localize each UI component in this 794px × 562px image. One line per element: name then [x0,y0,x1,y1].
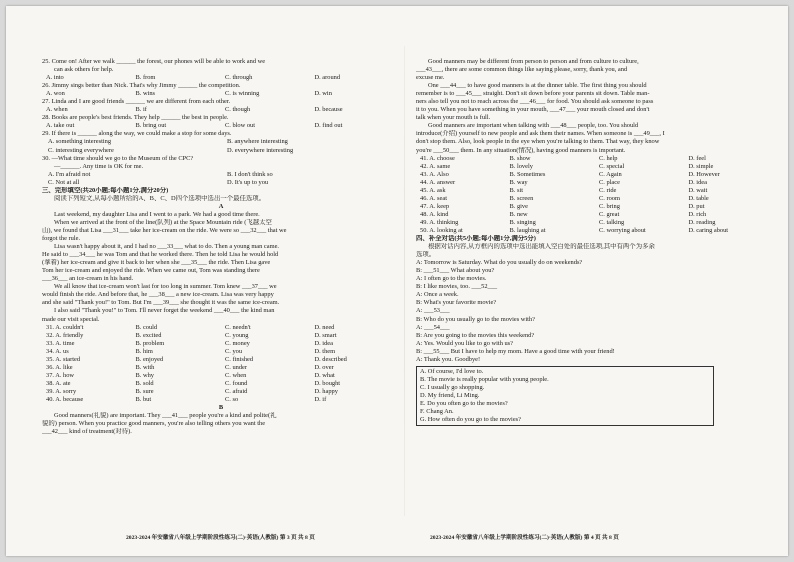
answer-option: B. sit [509,186,523,194]
answer-option: B. I don't think so [227,170,273,178]
answer-option: C. great [599,210,620,218]
answer-option: C. so [225,395,239,403]
text-line: ners also tell you not to reach across the ___46___ for food. You should ask someone to pass [416,98,654,106]
options-row [42,324,400,332]
options-row [42,171,400,179]
answer-option: B. why [135,371,154,379]
dialogue-option: G. How often do you go to the movies? [420,416,521,424]
text-line: would finish the ride. And before that, he ___38___ a new ice-cream. Lisa was very happy [42,291,274,299]
answer-option: D. find out [314,122,343,130]
options-row [42,356,400,364]
answer-option: D. win [314,90,332,98]
answer-option: C. you [225,347,243,355]
answer-option: B. screen [509,194,534,202]
text-line: B: What's your favorite movie? [416,299,497,307]
page-fold [404,46,405,516]
answer-option: 39. A. sorry [46,387,77,395]
answer-option: A. something interesting [48,138,112,146]
text-line: A: I often go to the movies. [416,275,487,283]
options-row [416,195,774,203]
answer-option: 37. A. how [46,371,75,379]
answer-option: 47. A. keep [420,202,450,210]
options-row [42,106,400,114]
answer-option: D. bought [314,379,341,387]
text-line: made our visit special. [42,315,100,323]
answer-option: D. smart [314,331,337,339]
dialogue-option: B. The movie is really popular with young people. [420,375,549,383]
answer-option: 38. A. ate [46,379,71,387]
answer-option: 35. A. started [46,355,81,363]
answer-option: D. because [314,106,343,114]
answer-option: B. show [509,154,531,162]
answer-option: A. when [46,106,68,114]
answer-option: D. caring about [688,226,729,234]
text-line: He said to ___34___ he was Tom and that he worked there. Then he told Lisa he would hold [42,251,279,259]
dialogue-option: A. Of course, I'd love to. [420,367,484,375]
text-line: A: Thank you. Goodbye! [416,355,481,363]
text-line: excuse me. [416,74,445,82]
answer-option: D. rich [688,210,707,218]
options-row [416,219,774,227]
text-line: 25. Come on! After we walk ______ the forest, our phones will be able to work and we [42,58,266,65]
text-line: ___36___ an ice-cream in his hand. [42,275,134,283]
text-line: A: ___54___ [416,323,450,331]
answer-option: 36. A. like [46,363,73,371]
text-line: 30. —What time should we go to the Museum of the CPC? [42,154,194,162]
options-row [42,332,400,340]
options-row [42,179,400,187]
left-page-column [42,58,400,436]
answer-option: B. lovely [509,162,533,170]
dialogue-option: C. I usually go shopping. [420,383,485,391]
text-line: 27. Linda and I are good friends ______ we are different from each other. [42,98,231,106]
text-line: B: ___51___ What about you? [416,267,495,275]
text-line: 貌的) person. When you practice good manners, you're also telling others you want the [42,420,266,428]
text-line: (拿着) her ice-cream and give it back to her when she ___35___ the ride. Then Lisa gave [42,259,271,267]
answer-option: D. if [314,395,327,403]
text-line: 四、补全对话(共5小题;每小题1分,满分5分) [416,235,536,243]
text-line: A: Yes. Would you like to go with us? [416,339,514,347]
answer-option: B. could [135,323,158,331]
text-line: can ask others for help. [54,66,114,74]
text-line: 26. Jimmy sings better than Nick. That's why Jimmy ______ the competition. [42,82,241,90]
answer-option: D. what [314,371,335,379]
answer-option: 50. A. looking at [420,226,463,234]
options-row [42,388,400,396]
answer-option: 49. A. thinking [420,218,459,226]
answer-option: B. give [509,202,528,210]
answer-option: C. blow out [225,122,256,130]
answer-option: C. under [225,363,248,371]
answer-option: C. finished [225,355,254,363]
text-line: Good manners may be different from person to person and from culture to culture, [428,58,639,65]
text-line: Good manners(礼貌) are important. They ___41___ people you're a kind and polite(礼 [54,412,277,420]
answer-option: C. found [225,379,248,387]
text-line: Good manners are important when talking with ___48___ people, too. You should [428,122,639,130]
dialogue-option: F. Chang An. [420,408,454,416]
answer-option: B. way [509,178,528,186]
options-row [42,348,400,356]
answer-option: C. talking [599,218,625,226]
answer-option: B. singing [509,218,536,226]
answer-option: C. ride [599,186,617,194]
answer-option: 43. A. Also [420,170,449,178]
text-line: 根据对话内容,从方框内的选项中选出能填入空白处的最佳选项,其中有两个为多余 [428,243,655,251]
answer-option: D. table [688,194,709,202]
text-line: Tom her ice-cream and enjoyed the ride. When we came out, Tom was standing there [42,267,260,275]
answer-option: 32. A. friendly [46,331,84,339]
answer-option: D. It's up to you [227,178,269,186]
answer-option: 40. A. because [46,395,84,403]
options-row [416,171,774,179]
text-line: 山), we found that Lisa ___31___ take her ice-cream on the ride. We were so ___32___ that we [42,226,287,234]
answer-option: B. anywhere interesting [227,138,288,146]
options-row [42,90,400,98]
answer-option: C. worrying about [599,226,646,234]
options-row [42,380,400,388]
answer-option: D. However [688,170,720,178]
answer-option: 41. A. choose [420,154,455,162]
answer-option: C. interesting everywhere [48,146,114,154]
answer-option: C. place [599,178,620,186]
answer-option: D. put [688,202,705,210]
answer-option: D. over [314,363,334,371]
answer-option: C. help [599,154,618,162]
answer-option: C. needn't [225,323,251,331]
left-page-footer: 2023-2024 年安徽省八年级上学期阶段性练习(二)·英语(人教版) 第 3 页 共 8 页 [126,535,315,541]
answer-option: D. idea [314,339,333,347]
options-row [416,179,774,187]
text-line: introduce(介绍) yourself to new people and ask them their names. When someone is ___49___, I [416,130,665,138]
text-line: B: Are you going to the movies this weekend? [416,331,535,339]
answer-option: B. sold [135,379,154,387]
options-row [42,147,400,155]
answer-option: C. money [225,339,250,347]
answer-option: 44. A. answer [420,178,456,186]
answer-option: B. enjoyed [135,355,164,363]
answer-option: A. into [46,74,64,82]
answer-option: D. everywhere interesting [227,146,294,154]
text-line: 选项。 [416,251,436,259]
answer-option: D. need [314,323,335,331]
text-line: I also said "Thank you!" to Tom. I'll never forget the weekend ___40___ the kind man [54,307,275,315]
answer-option: D. described [314,355,347,363]
answer-option: B. problem [135,339,165,347]
answer-option: 31. A. couldn't [46,323,84,331]
right-page-column [416,58,774,426]
text-line: B: ___55___ But I have to help my mom. Have a good time with your friend! [416,347,615,355]
options-row [42,122,400,130]
answer-option: C. young [225,331,249,339]
answer-option: 48. A. kind [420,210,449,218]
answer-option: C. special [599,162,625,170]
answer-option: A. take out [46,122,75,130]
answer-option: B. laughing at [509,226,546,234]
answer-option: B. with [135,363,155,371]
text-line: talk when your mouth is full. [416,114,491,122]
text-line: When we arrived at the front of the line(队列) at the Space Mountain ride (飞越太空 [54,218,272,226]
answer-option: 42. A. same [420,162,451,170]
answer-option: B. excited [135,331,162,339]
options-row [416,163,774,171]
answer-option: 33. A. time [46,339,75,347]
options-row [416,227,774,235]
options-row [42,340,400,348]
answer-option: D. happy [314,387,338,395]
text-line: 29. If there is ______ along the way, we could make a stop for some days. [42,130,232,138]
answer-option: 46. A. seat [420,194,447,202]
options-row [416,155,774,163]
answer-option: 45. A. ask [420,186,446,194]
answer-option: C. when [225,371,247,379]
answer-option: A. I'm afraid not [48,170,91,178]
text-line: A: Once a week. [416,291,459,299]
answer-option: B. Sometimes [509,170,546,178]
text-line: ___42___ kind of treatment(对待). [42,428,132,436]
answer-option: B. him [135,347,153,355]
text-line: don't stop them. Also, look people in the eye when you're talking to them. That way, they know [416,138,660,146]
text-line: ___43___, there are some common things like saying please, sorry, thank you, and [416,66,628,74]
text-line: B: I like movies, too. ___52___ [416,283,498,291]
answer-option: A. won [46,90,65,98]
options-row [42,138,400,146]
answer-option: B. bring out [135,122,167,130]
answer-option: C. room [599,194,620,202]
text-line: and she said "Thank you!" to Tom. But I'm ___39___ she thought it was the same ice-cream. [42,299,280,307]
answer-option: B. if [135,106,147,114]
right-page-footer: 2023-2024 年安徽省八年级上学期阶段性练习(二)·英语(人教版) 第 4 页 共 8 页 [430,535,619,541]
text-line: you're ___50___ them. In any situation(情况), having good manners is important. [416,146,626,154]
exam-sheet [6,6,788,556]
answer-option: B. new [509,210,528,218]
options-row [42,396,400,404]
text-line: 阅读下列短文,从每小题所给的A、B、C、D四个选项中选出一个最佳选项。 [54,194,266,202]
text-line: 三、完形填空(共20小题;每小题1分,满分20分) [42,186,169,194]
text-line: —______. Any time is OK for me. [54,162,144,170]
answer-option: C. afraid [225,387,248,395]
answer-option: C. though [225,106,251,114]
text-line: A [218,202,224,210]
text-line: it to you. When you have something in your mouth, ___47___ your mouth closed and don't [416,106,650,114]
options-row [416,203,774,211]
text-line: A: ___53___ [416,307,450,315]
answer-option: D. idea [688,178,707,186]
text-line: A: Tomorrow is Saturday. What do you usually do on weekends? [416,259,583,267]
answer-option: C. Again [599,170,622,178]
options-row [42,74,400,82]
text-line: remember is to ___45___ straight. Don't sit down before your parents sit down. Table man- [416,90,650,98]
answer-option: B. but [135,395,152,403]
text-line: B: Who do you usually go to the movies with? [416,315,535,323]
options-row [42,364,400,372]
answer-option: D. simple [688,162,714,170]
options-row [42,372,400,380]
text-line: Lisa wasn't happy about it, and I had no ___33___ what to do. Then a young man came. [54,243,280,251]
answer-option: D. around [314,74,341,82]
text-line: B [218,404,224,412]
answer-option: D. wait [688,186,708,194]
answer-option: C. through [225,74,253,82]
answer-option: C. bring [599,202,620,210]
answer-option: B. sure [135,387,154,395]
options-row [416,187,774,195]
options-row [416,211,774,219]
answer-option: 34. A. us [46,347,69,355]
answer-option: D. reading [688,218,716,226]
text-line: forgot the rule. [42,235,81,243]
answer-option: B. wins [135,90,156,98]
text-line: One ___44___ to have good manners is at the dinner table. The first thing you should [428,82,647,90]
answer-option: C. Not at all [48,178,80,186]
text-line: 28. Books are people's best friends. They help ______ the best in people. [42,114,229,122]
dialogue-option: D. My friend, Li Ming. [420,391,480,399]
text-line: Last weekend, my daughter Lisa and I went to a park. We had a good time there. [54,210,260,218]
dialogue-option-box [416,366,714,426]
answer-option: D. feel [688,154,706,162]
answer-option: D. them [314,347,336,355]
text-line: We all know that ice-cream won't last for too long in summer. Tom knew ___37___ we [54,283,277,291]
answer-option: C. is winning [225,90,260,98]
answer-option: B. from [135,74,156,82]
right-lines [416,58,774,364]
dialogue-option: E. Do you often go to the movies? [420,399,508,407]
